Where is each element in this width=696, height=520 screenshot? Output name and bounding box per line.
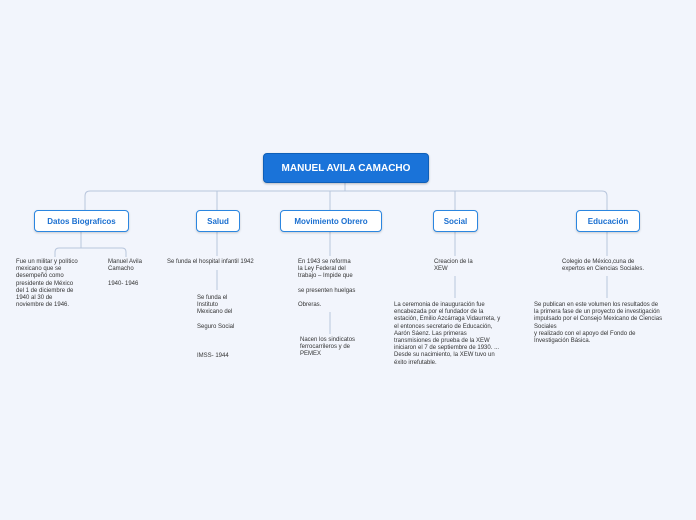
topic-educacion[interactable]: Educación — [576, 210, 640, 232]
topic-movimiento-obrero[interactable]: Movimiento Obrero — [280, 210, 382, 232]
note-salud-imss[interactable]: Se funda el Instituto Mexicano del Seguro Social IMSS- 1944 — [197, 295, 235, 359]
note-social-ceremonia[interactable]: La ceremonia de inauguración fue encabezada por el fundador de la estación, Emilio Azcárraga Vidaurreta, y el entonces secretario de Educación, Aarón Sáenz. Las primeras transmisiones de prueba de la XEW iniciaron el 7 de septiembre de 1930. ... Desde su nacimiento, la XEW tuvo un éxito irrefutable. — [394, 302, 501, 366]
note-salud-hospital[interactable]: Se funda el hospital infantil 1942 — [167, 259, 254, 265]
connector-branch-bar — [85, 191, 607, 210]
note-datos-periodo[interactable]: Manuel Avila Camacho 1940- 1946 — [108, 259, 142, 287]
note-datos-biografia[interactable]: Fue un militar y político mexicano que se desempeñó como presidente de México del 1 de diciembre de 1940 al 30 de noviembre de 1946. — [16, 259, 78, 309]
topic-salud[interactable]: Salud — [196, 210, 240, 232]
note-mov-sindicatos[interactable]: Nacen los sindicatos ferrocarrileros y de PEMEX — [300, 337, 356, 358]
note-edu-colegio[interactable]: Colegio de México,cuna de expertos en Ciencias Sociales. — [562, 259, 645, 273]
central-topic[interactable]: MANUEL AVILA CAMACHO — [263, 153, 429, 183]
topic-social[interactable]: Social — [433, 210, 478, 232]
note-social-xew[interactable]: Creacion de la XEW — [434, 259, 473, 273]
note-edu-volumen[interactable]: Se publican en este volumen los resultados de la primera fase de un proyecto de investigación impulsado por el Consejo Mexicano de Ciencias Sociales y realizado con el apoyo del Fondo de Investigación Básica. — [534, 302, 663, 345]
topic-datos-biograficos[interactable]: Datos Biograficos — [34, 210, 129, 232]
connector-datos-sub — [55, 232, 126, 257]
note-mov-reforma[interactable]: En 1943 se reforma la Ley Federal del trabajo – Impide que se presenten huelgas Obreras. — [298, 259, 356, 309]
